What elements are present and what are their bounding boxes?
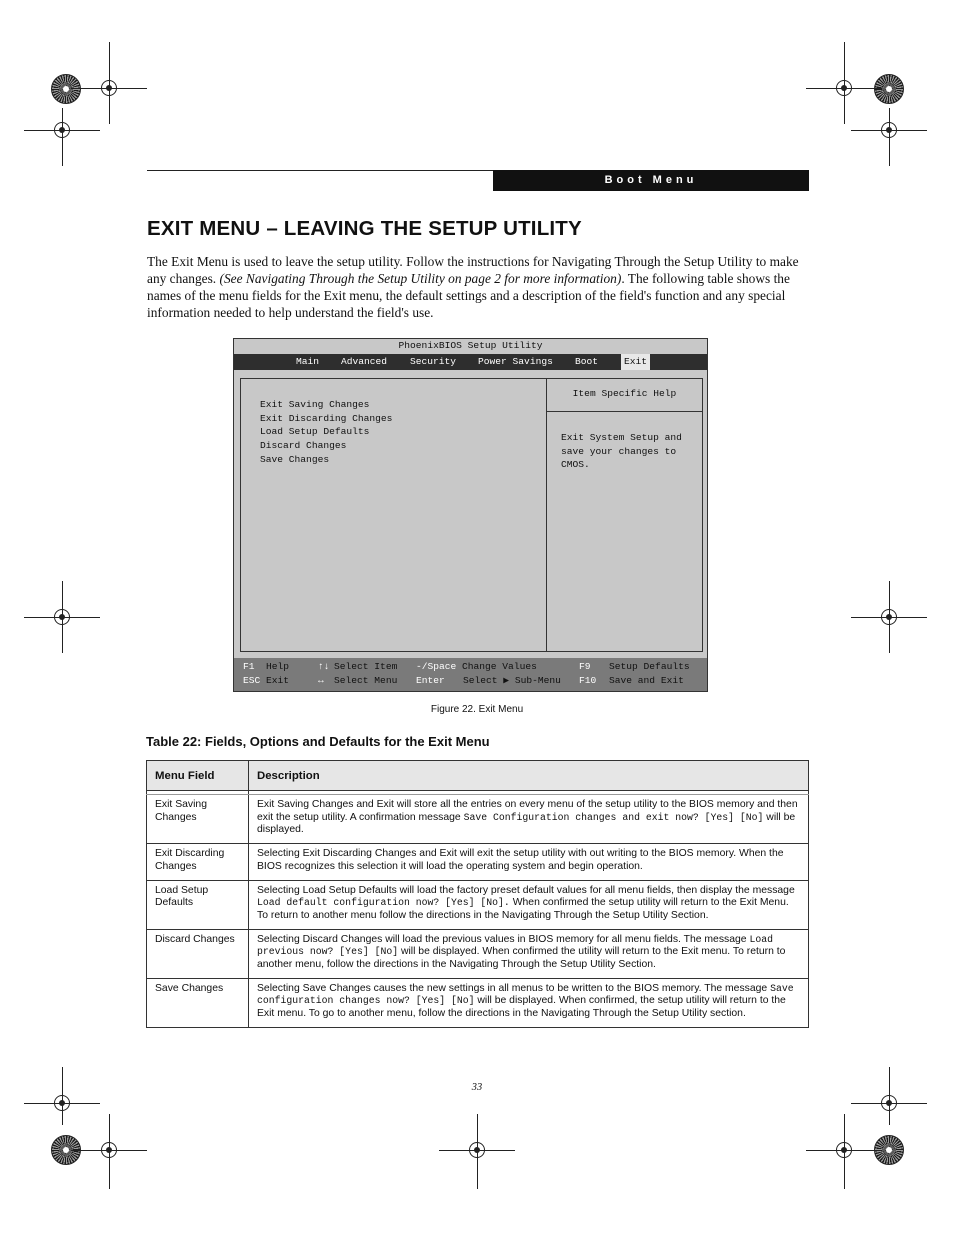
bios-item-discard-changes[interactable]: Discard Changes bbox=[260, 440, 347, 452]
key-f9-label: Setup Defaults bbox=[609, 661, 690, 672]
intro-text-end: . The following table shows the names of the menu fields for the Exit menu, the default settings and a description of the field's function and any special information needed to help understand the field's use. bbox=[147, 271, 790, 320]
starburst-mark-top-left bbox=[51, 74, 81, 104]
table-title: Table 22: Fields, Options and Defaults for the Exit Menu bbox=[146, 734, 490, 749]
confirmation-message: Load default configuration now? [Yes] [No]. bbox=[257, 897, 510, 909]
confirmation-message: Load previous now? [Yes] [No] bbox=[257, 933, 773, 958]
bios-item-load-setup-defaults[interactable]: Load Setup Defaults bbox=[260, 426, 370, 438]
confirmation-message: Save configuration changes now? [Yes] [No] bbox=[257, 982, 794, 1007]
bios-item-exit-saving-changes[interactable]: Exit Saving Changes bbox=[260, 399, 370, 410]
intro-reference: (See Navigating Through the Setup Utility on page 2 for more information) bbox=[219, 271, 622, 286]
row-field: Exit Discarding Changes bbox=[147, 844, 249, 880]
panel-divider bbox=[546, 379, 547, 651]
key-esc: ESC bbox=[243, 675, 261, 686]
page-number: 33 bbox=[471, 1082, 483, 1093]
key-arrows-horizontal: ↔ bbox=[318, 675, 324, 686]
key-arrows-horizontal-label: Select Menu bbox=[334, 675, 398, 686]
item-help-title: Item Specific Help bbox=[572, 388, 677, 399]
bios-menu-advanced[interactable]: Advanced bbox=[341, 356, 388, 367]
bios-menu-boot[interactable]: Boot bbox=[575, 356, 599, 367]
key-enter: Enter bbox=[416, 675, 445, 686]
row-description: Selecting Save Changes causes the new settings in all menus to be written to the BIOS memory. The message Save configuration changes now? [Yes] [No] will be displayed. When confirmed, the setup utility will return to the Exit menu. To go to another menu, follow the directions in the Navigating Through the Setup Utility section. bbox=[249, 978, 809, 1027]
section-tab: Boot Menu bbox=[493, 170, 809, 191]
intro-text: The Exit Menu is used to leave the setup utility. Follow the instructions for Navigating Through the Setup Utility to make any changes. bbox=[147, 254, 799, 286]
key-f9: F9 bbox=[579, 661, 591, 672]
bios-menu-items bbox=[260, 398, 392, 467]
header-rule bbox=[147, 170, 493, 171]
bios-screen bbox=[233, 338, 708, 692]
key-f1: F1 bbox=[243, 661, 255, 672]
bios-menu-bar bbox=[234, 354, 707, 370]
key-enter-label: Select ▶ Sub-Menu bbox=[463, 675, 561, 686]
page-title: EXIT MENU – LEAVING THE SETUP UTILITY bbox=[147, 217, 582, 240]
figure-caption: Figure 22. Exit Menu bbox=[430, 704, 524, 715]
table-header-row bbox=[147, 761, 809, 791]
key-f10-label: Save and Exit bbox=[609, 675, 684, 686]
key-arrows-vertical: ↑↓ bbox=[318, 661, 330, 672]
column-header-menu-field: Menu Field bbox=[147, 761, 249, 791]
key-minus-space: -/Space bbox=[416, 661, 457, 672]
bios-menu-exit[interactable]: Exit bbox=[621, 354, 650, 370]
key-minus-space-label: Change Values bbox=[462, 661, 537, 672]
bios-item-exit-discarding-changes[interactable]: Exit Discarding Changes bbox=[260, 412, 393, 424]
row-field: Discard Changes bbox=[147, 929, 249, 978]
confirmation-message: Save Configuration changes and exit now? [Yes] [No] bbox=[463, 811, 764, 823]
exit-menu-table bbox=[146, 760, 809, 1028]
bios-item-save-changes[interactable]: Save Changes bbox=[260, 453, 330, 465]
key-f10: F10 bbox=[579, 675, 597, 686]
row-description: Selecting Exit Discarding Changes and Exit will exit the setup utility with out writing to the BIOS memory. When the BIOS recognizes this selection it will load the operating system and begin operation. bbox=[249, 844, 809, 880]
key-f1-label: Help bbox=[266, 661, 290, 672]
bios-menu-main[interactable]: Main bbox=[296, 356, 320, 367]
bios-menu-security[interactable]: Security bbox=[410, 356, 457, 367]
key-esc-label: Exit bbox=[266, 675, 290, 686]
table-row bbox=[147, 795, 809, 844]
table-row bbox=[147, 844, 809, 880]
row-field: Exit Saving Changes bbox=[147, 795, 249, 844]
bios-title: PhoenixBIOS Setup Utility bbox=[234, 339, 707, 353]
item-help-text: Exit System Setup and save your changes to CMOS. bbox=[561, 432, 682, 471]
help-rule bbox=[547, 411, 702, 412]
row-field: Save Changes bbox=[147, 978, 249, 1027]
bios-key-legend bbox=[234, 658, 707, 691]
key-arrows-vertical-label: Select Item bbox=[334, 661, 398, 672]
table-row bbox=[147, 978, 809, 1027]
table-row bbox=[147, 929, 809, 978]
row-description: Selecting Load Setup Defaults will load the factory preset default values for all menu fields, then display the message Load default configuration now? [Yes] [No]. When confirmed the setup utility will return to the Exit Menu. To return to another menu follow the directions in the Navigating Through the Setup Utility Section. bbox=[249, 880, 809, 929]
column-header-description: Description bbox=[249, 761, 809, 791]
table-row bbox=[147, 880, 809, 929]
row-description: Selecting Discard Changes will load the previous values in BIOS memory for all menu fields. The message Load previous now? [Yes] [No] will be displayed. When confirmed the utility will return to the Exit menu. To return to another menu, follow the directions in the Navigating Through the Setup Utility Section. bbox=[249, 929, 809, 978]
starburst-mark-top-right bbox=[874, 74, 904, 104]
bios-main-panel bbox=[240, 378, 703, 652]
row-field: Load Setup Defaults bbox=[147, 880, 249, 929]
bios-menu-power-savings[interactable]: Power Savings bbox=[478, 356, 553, 367]
intro-paragraph bbox=[147, 253, 812, 321]
row-description: Exit Saving Changes and Exit will store all the entries on every menu of the setup utility to the BIOS memory and then exit the setup utility. A confirmation message Save Configuration changes and exit now? [Yes] [No] will be displayed. bbox=[249, 795, 809, 844]
